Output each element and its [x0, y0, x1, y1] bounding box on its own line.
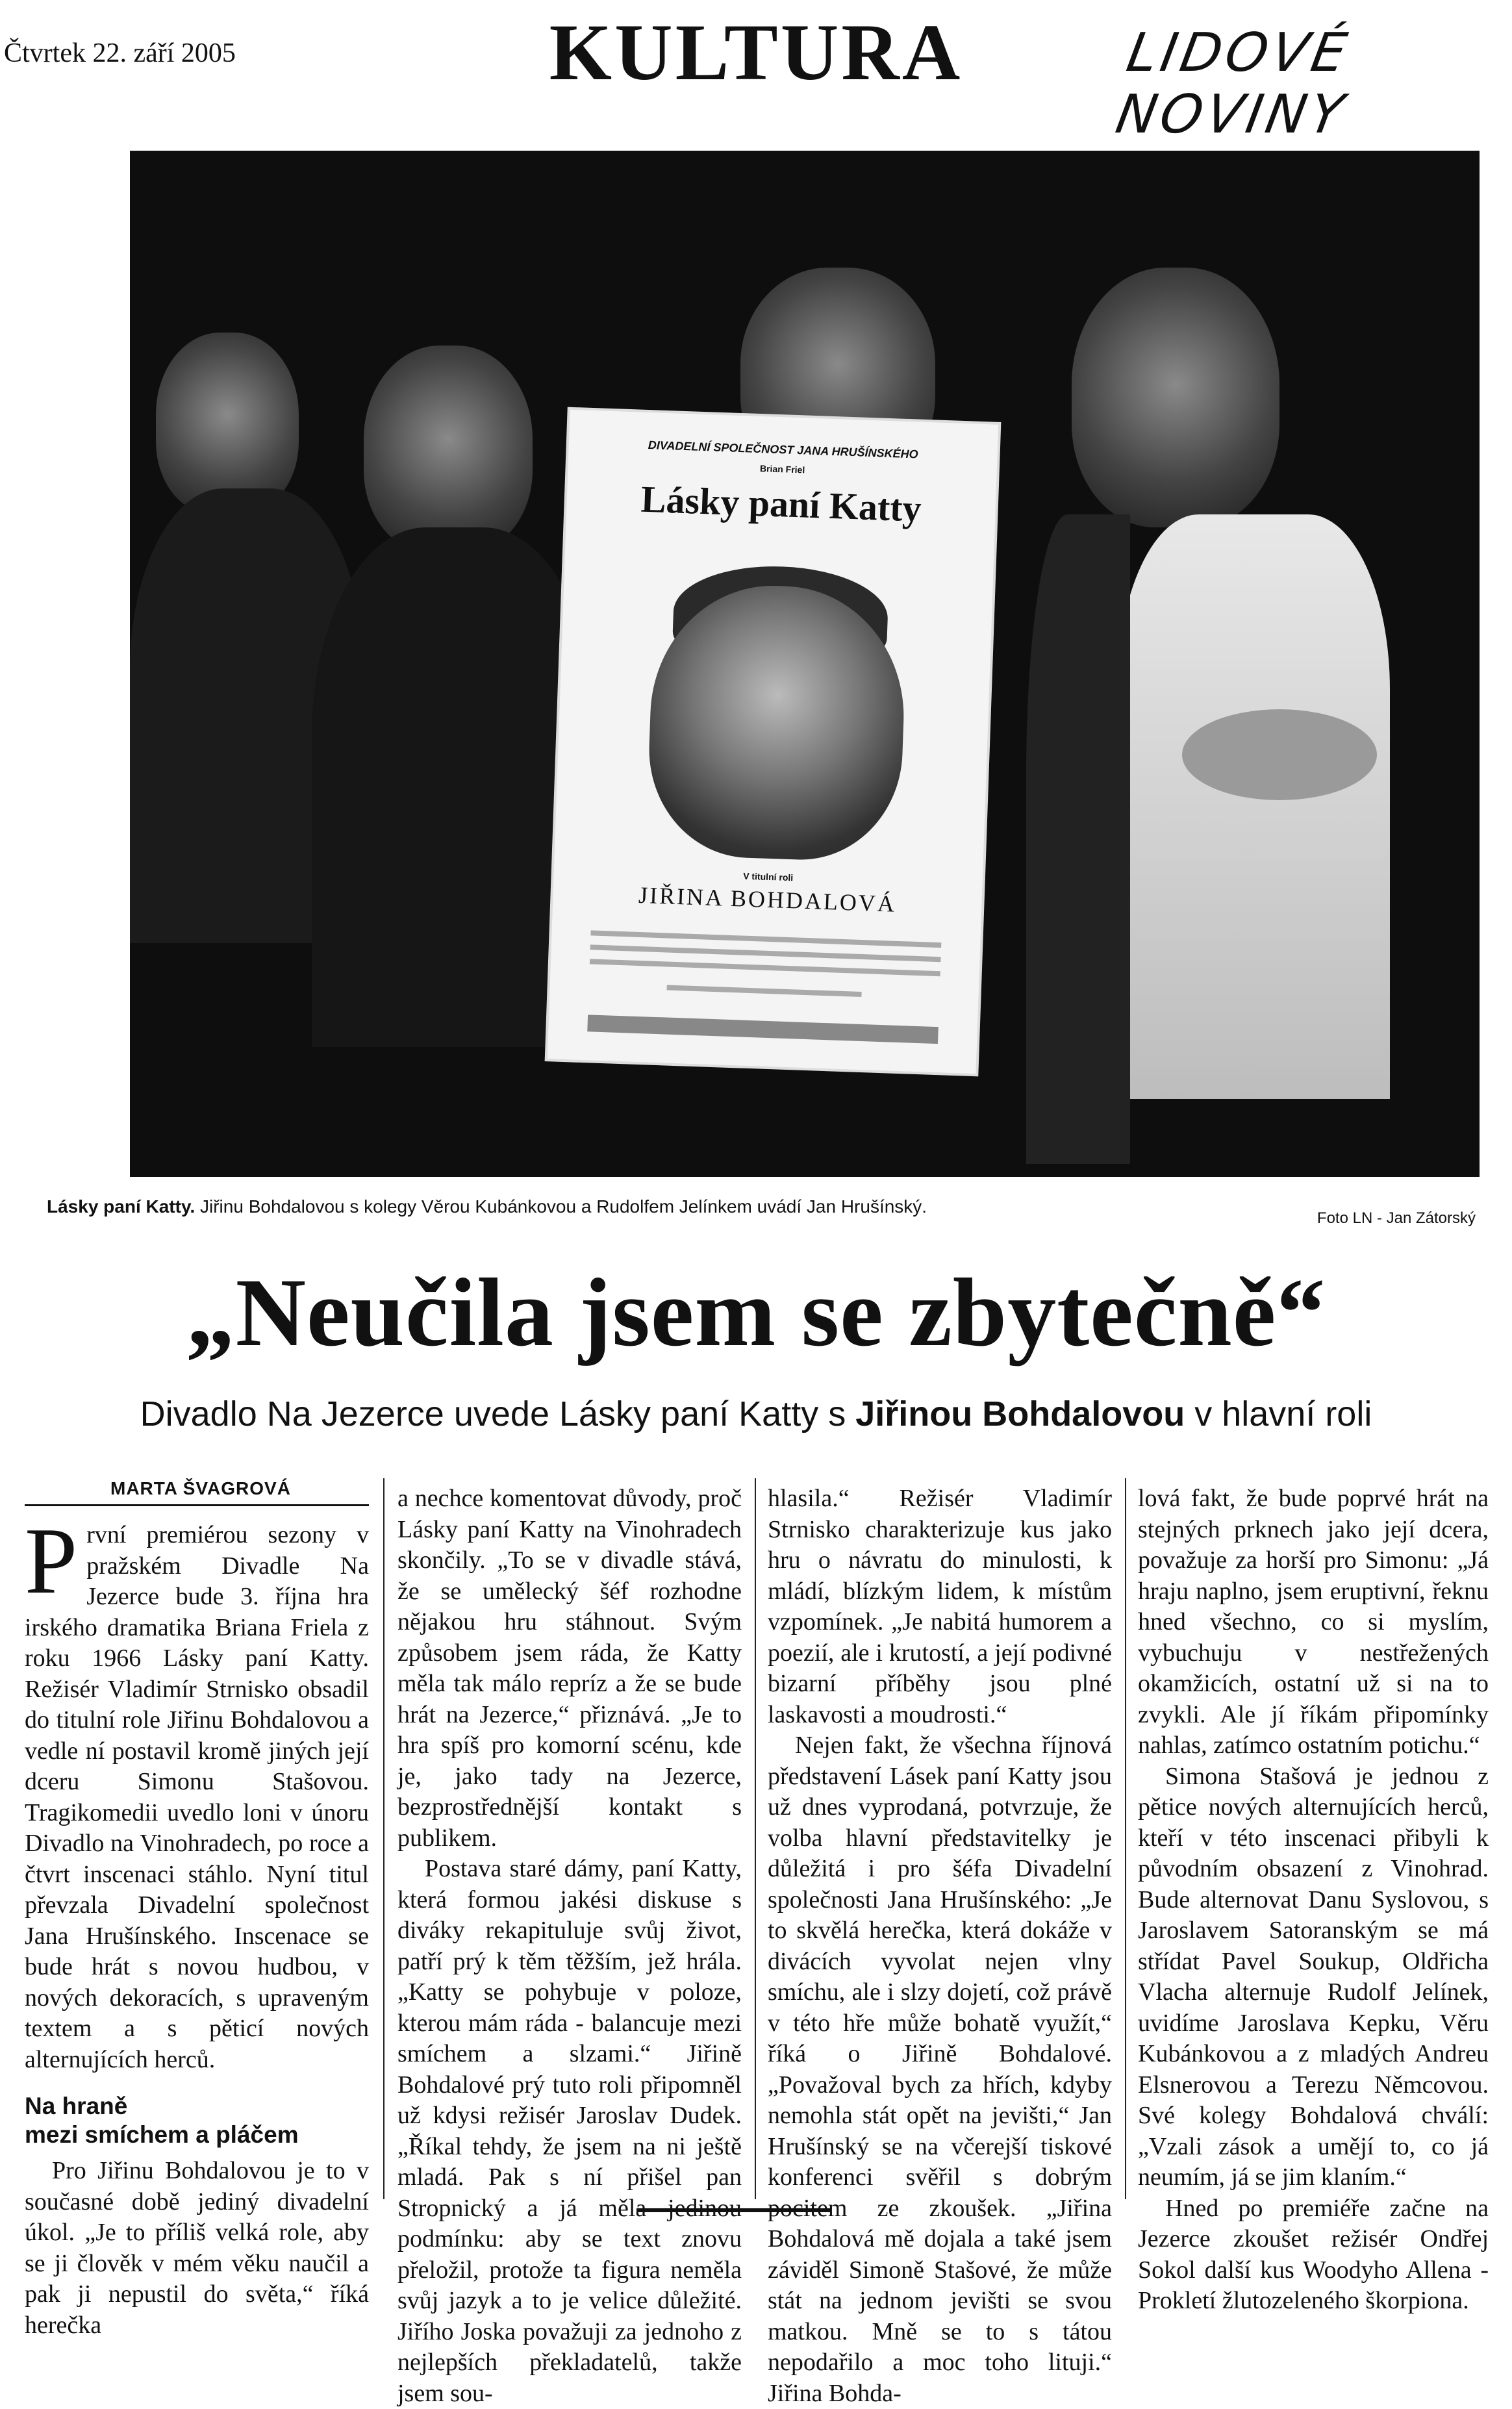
- subheading-line-2: mezi smíchem a pláčem: [25, 2121, 299, 2148]
- section-title: KULTURA: [549, 8, 963, 97]
- photo-caption: [47, 1196, 927, 1217]
- paragraph: Simona Stašová je jednou z pětice nových alternujících herců, kteří v této inscenaci přibyli k původním obsazení z Vinohrad. Bude alternovat Danu Syslovou, s Jaroslavem Satoranským se má střídat Pavel Soukup, Oldřicha Vlacha alternuje Rudolf Jelínek, uvidíme Jaroslava Kepku, Věru Kubánkovou a z mladých Andreu Elsnerovou a Terezu Němcovou. Své kolegy Bohdalová chválí: „Vzali zások a umějí to, co já neumím, já se jim klaním.“: [1138, 1762, 1489, 2191]
- poster-logos: [587, 1015, 939, 1044]
- paragraph: lová fakt, že bude poprvé hrát na stejných prknech jako její dcera, považuje za horší pro Simonu: „Já hraju naplno, jsem eruptivní, řeknu hned všechno, co si myslím, vybuchuju v nestřežených okamžicích, ostatní už si na to zvykli. Ale jí říkám připomínky nahlas, zatímco ostatním potichu.“: [1138, 1485, 1489, 1759]
- poster-company: DIVADELNÍ SPOLEČNOST JANA HRUŠÍNSKÉHO: [648, 438, 918, 461]
- page-bottom-mark: [636, 2208, 831, 2238]
- article-column-2: [397, 1483, 742, 2409]
- subheading-line-1: Na hraně: [25, 2093, 128, 2119]
- paragraph: Pro Jiřinu Bohdalovou je to v současné době jediný divadelní úkol. „Je to příliš velká role, aby se ji člověk v mém věku naučil a pak ji nepustil do světa,“ říká herečka: [25, 2157, 369, 2339]
- person-second: [364, 346, 533, 553]
- hands: [1182, 709, 1377, 800]
- article-headline: „Neučila jsem se zbytečně“: [186, 1259, 1326, 1367]
- paragraph: Hned po premiéře začne na Jezerce zkoušet režisér Ondřej Sokol další kus Woodyho Allena - Prokletí žlutozeleného škorpiona.: [1138, 2194, 1489, 2314]
- person-right-shirt: [1117, 514, 1390, 1099]
- poster-author: Brian Friel: [759, 463, 805, 475]
- theatre-poster: [548, 410, 998, 1074]
- column-rule: [1125, 1478, 1126, 2199]
- poster-fineprint: [590, 944, 941, 962]
- byline: MARTA ŠVAGROVÁ: [110, 1478, 291, 1498]
- article-column-1: [25, 1508, 369, 2341]
- person-right: [1072, 268, 1279, 527]
- article-column-4: [1138, 1483, 1489, 2317]
- column-rule: [755, 1478, 756, 2199]
- byline-rule: [25, 1504, 369, 1506]
- caption-lead: Lásky paní Katty.: [47, 1196, 195, 1217]
- paragraph-text: rvní premiérou sezony v pražském Divadle Na Jezerce bude 3. října hra irského dramatika Briana Friela z roku 1966 Lásky paní Katty. Režisér Vladimír Strnisko obsadil do titulní role Jiřinu Bohdalovou a vedle ní postavil kromě jiných její dceru Simonu Stašovou. Tragikomedii uvedlo loni v únoru Divadlo na Vinohradech, po roce a čtvrt inscenaci stáhlo. Nyní titul převzala Divadelní společnost Jana Hrušínského. Inscenace se bude hrát s novou hudbou, v nových dekoracích, s upraveným textem a s pěticí nových alternujících herců.: [25, 1521, 369, 2073]
- article-column-3: [768, 1483, 1112, 2409]
- paragraph: a nechce komentovat důvody, proč Lásky paní Katty na Vinohradech skončily. „To se v divadle stává, že se umělecký šéf rozhodne nějakou hru stáhnout. Svým způsobem jsem ráda, že Katty měla tak málo repríz a že se bude hrát na Jezerce,“ přiznává. „Je to hra spíš pro komorní scénu, kde je, jako tady na Jezerce, bezprostřednější kontakt s publikem.: [397, 1485, 742, 1852]
- subheading: [25, 2092, 369, 2149]
- person-left: [156, 333, 299, 514]
- photo-credit: Foto LN - Jan Zátorský: [1317, 1209, 1476, 1227]
- poster-fineprint: [590, 959, 940, 976]
- paragraph: [25, 1508, 369, 2075]
- article-subheadline: [0, 1394, 1512, 1434]
- drop-cap: P: [25, 1508, 78, 1613]
- poster-title: Lásky paní Katty: [640, 477, 922, 530]
- column-rule: [383, 1478, 384, 2199]
- paragraph: hlasila.“ Režisér Vladimír Strnisko charakterizuje kus jako hru o návratu do minulosti, k mládí, blízkým lidem, k místům vzpomínek. „Je nabitá humorem a poezií, ale i krutostí, a její podivné bizarní příběhy jsou plné laskavosti a moudrosti.“: [768, 1485, 1112, 1728]
- paragraph: Nejen fakt, že všechna říjnová představení Lásek paní Katty jsou už dnes vyprodaná, potvrzuje, že volba hlavní představitelky je důležitá i pro šéfa Divadelní společnosti Jana Hrušínského: „Je to skvělá herečka, která dokáže v divácích vyvolat nejen vlny smíchu, ale i slzy dojetí, což právě v této hře může bohatě využít,“ říká o Jiřině Bohdalové. „Považoval bych za hřích, kdyby nemohla stát opět na jevišti,“ Jan Hrušínský se na včerejší tiskové konferenci svěřil s dobrým pocitem ze zkoušek. „Jiřina Bohdalová mě dojala a také jsem záviděl Simoně Stašové, že může stát na jednom jevišti se svou matkou. Mně se to s tátou nepodařilo a moc toho lituji.“ Jiřina Bohda-: [768, 1732, 1112, 2407]
- subhead-bold: Jiřinou Bohdalovou: [855, 1394, 1185, 1433]
- poster-fineprint: [590, 930, 941, 948]
- subhead-after: v hlavní roli: [1185, 1394, 1372, 1433]
- newspaper-masthead: LIDOVÉ NOVINY: [1111, 22, 1355, 145]
- poster-role-label: V titulní roli: [742, 870, 794, 883]
- subhead-before: Divadlo Na Jezerce uvede Lásky paní Katty s: [140, 1394, 856, 1433]
- article-photo: [130, 151, 1480, 1177]
- caption-text: Jiřinu Bohdalovou s kolegy Věrou Kubánkovou a Rudolfem Jelínkem uvádí Jan Hrušínský.: [195, 1196, 927, 1217]
- poster-star-name: JIŘINA BOHDALOVÁ: [638, 881, 897, 917]
- paragraph: Postava staré dámy, paní Katty, která formou jakési diskuse s diváky rekapituluje svůj život, patří prý k těm těžším, jež hrála. „Katty se pohybuje v poloze, kterou mám ráda - balancuje mezi smíchem a slzami.“ Jiřině Bohdalové prý tuto roli připomněl už kdysi režisér Jaroslav Dudek. „Říkal tehdy, že jsem na ni ještě mladá. Pak s ní přišel pan Stropnický a já měla jedinou podmínku: aby se text znovu přeložil, protože ta figura neměla svůj jazyk a to je velice důležité. Jiřího Joska považuji za jednoho z nejlepších překladatelů, takže jsem sou-: [397, 1855, 742, 2407]
- poster-fineprint: [667, 985, 862, 997]
- issue-date: Čtvrtek 22. září 2005: [4, 38, 236, 68]
- person-right-jacket: [1026, 514, 1130, 1164]
